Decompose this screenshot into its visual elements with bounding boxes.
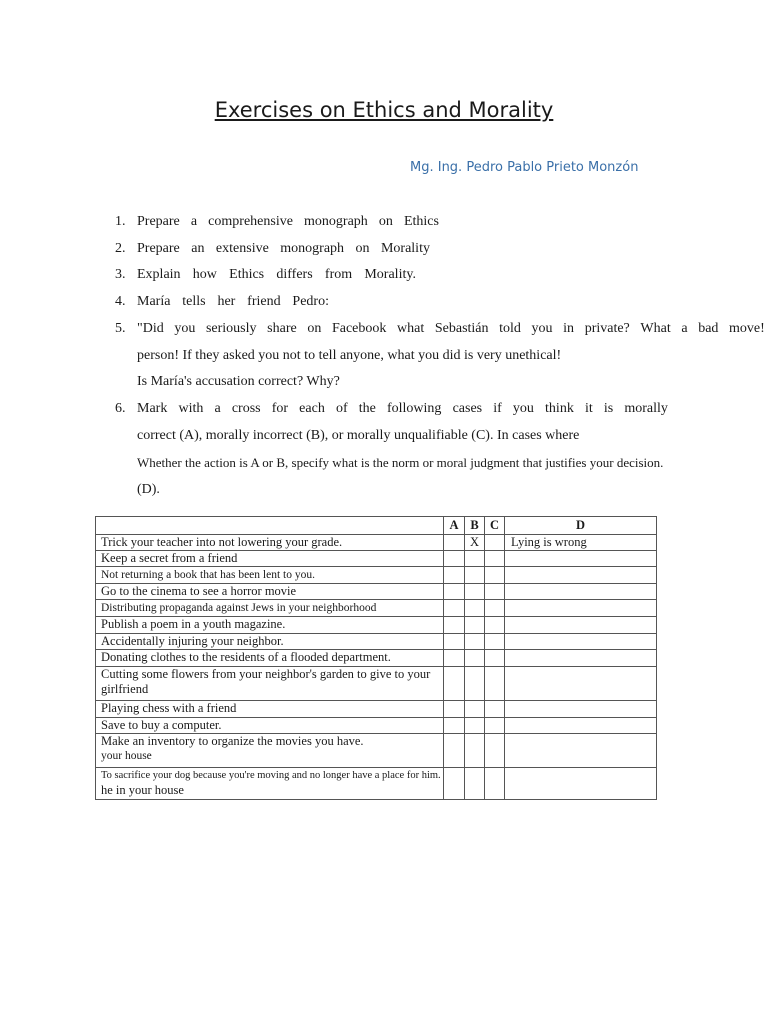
header-case xyxy=(96,517,444,535)
case-cell xyxy=(96,667,444,701)
word: on xyxy=(378,214,393,229)
word: "Did xyxy=(137,321,164,336)
word: in xyxy=(563,321,575,336)
case-text: Donating clothes to the residents of a flooded department. xyxy=(101,650,391,664)
mark-cell-a[interactable] xyxy=(444,718,465,734)
list-item-continuation: Is María's accusation correct? Why? xyxy=(137,374,340,389)
mark-cell-b[interactable] xyxy=(465,617,485,634)
case-text: Publish a poem in a youth magazine. xyxy=(101,617,286,631)
mark-cell-b[interactable] xyxy=(465,701,485,718)
case-text: Distributing propaganda against Jews in your neighborhood xyxy=(101,602,377,614)
list-number: 3. xyxy=(115,267,126,282)
justification-cell[interactable] xyxy=(505,667,657,701)
word: Ethics xyxy=(403,214,439,229)
word: think xyxy=(545,401,574,416)
mark-cell-b[interactable] xyxy=(465,718,485,734)
word: you xyxy=(531,321,553,336)
word: comprehensive xyxy=(208,214,293,229)
mark-cell-b[interactable] xyxy=(465,734,485,768)
word: bad xyxy=(698,321,719,336)
word: for xyxy=(271,401,289,416)
word: if xyxy=(493,401,502,416)
case-text: Accidentally injuring your neighbor. xyxy=(101,634,284,648)
mark-cell-a[interactable] xyxy=(444,768,465,800)
mark-cell-a[interactable] xyxy=(444,617,465,634)
case-cell xyxy=(96,600,444,617)
list-number: 1. xyxy=(115,214,126,229)
word: monograph xyxy=(280,241,345,256)
word: a xyxy=(681,321,688,336)
word: Mark xyxy=(137,401,168,416)
list-item-continuation: person! If they asked you not to tell anyone, what you did is very unethical! xyxy=(137,348,562,363)
mark-cell-b[interactable] xyxy=(465,551,485,567)
word: Morality. xyxy=(364,267,416,282)
word: the xyxy=(358,401,376,416)
table-row xyxy=(96,734,657,768)
mark-cell-a[interactable] xyxy=(444,701,465,718)
word: it xyxy=(584,401,593,416)
justification-cell[interactable] xyxy=(505,617,657,634)
word: told xyxy=(499,321,521,336)
word: morally xyxy=(624,401,668,416)
word: cross xyxy=(231,401,261,416)
list-item-continuation: (D). xyxy=(137,482,160,497)
word: extensive xyxy=(215,241,269,256)
mark-cell-c[interactable] xyxy=(485,600,505,617)
list-number: 4. xyxy=(115,294,126,309)
mark-cell-b[interactable] xyxy=(465,584,485,600)
case-cell xyxy=(96,584,444,600)
case-cell xyxy=(96,535,444,551)
table-row xyxy=(96,667,657,701)
word: friend xyxy=(247,294,281,309)
case-text: To sacrifice your dog because you're moving and no longer have a place for him. xyxy=(101,770,441,781)
word: Morality xyxy=(380,241,430,256)
word: from xyxy=(324,267,353,282)
mark-cell-c[interactable] xyxy=(485,701,505,718)
justification-cell[interactable] xyxy=(505,634,657,650)
header-b: B xyxy=(465,517,485,535)
case-subtext: your house xyxy=(101,750,152,762)
table-row xyxy=(96,718,657,734)
word: you xyxy=(512,401,534,416)
mark-cell-b[interactable] xyxy=(465,768,485,800)
case-text: Save to buy a computer. xyxy=(101,718,222,732)
justification-cell[interactable] xyxy=(505,768,657,800)
word: each xyxy=(299,401,325,416)
word: María xyxy=(137,294,171,309)
mark-cell-c[interactable] xyxy=(485,617,505,634)
case-cell xyxy=(96,701,444,718)
list-item xyxy=(137,213,439,231)
word: Prepare xyxy=(137,214,180,229)
justification-cell[interactable] xyxy=(505,584,657,600)
mark-cell-c[interactable] xyxy=(485,734,505,768)
mark-cell-c[interactable] xyxy=(485,768,505,800)
list-number: 6. xyxy=(115,401,126,416)
mark-cell-a[interactable] xyxy=(444,734,465,768)
word: move! xyxy=(729,321,765,336)
word: on xyxy=(355,241,370,256)
word: Sebastián xyxy=(434,321,489,336)
mark-cell-c[interactable] xyxy=(485,551,505,567)
author-name: Mg. Ing. Pedro Pablo Prieto Monzón xyxy=(410,160,639,175)
word: Facebook xyxy=(331,321,387,336)
word: cases xyxy=(452,401,483,416)
word: Explain xyxy=(137,267,181,282)
case-text: Keep a secret from a friend xyxy=(101,551,238,565)
case-text: Cutting some flowers from your neighbor's garden to give to your girlfriend xyxy=(101,667,431,696)
table-row xyxy=(96,634,657,650)
mark-cell-a[interactable] xyxy=(444,600,465,617)
table-row xyxy=(96,535,657,551)
table-row xyxy=(96,617,657,634)
word: an xyxy=(191,241,205,256)
case-text: Not returning a book that has been lent to you. xyxy=(101,569,315,581)
mark-cell-b[interactable] xyxy=(465,600,485,617)
word: of xyxy=(335,401,348,416)
document-title: Exercises on Ethics and Morality xyxy=(214,98,554,122)
list-number: 5. xyxy=(115,321,126,336)
mark-cell-c[interactable] xyxy=(485,650,505,667)
case-text: Go to the cinema to see a horror movie xyxy=(101,584,297,598)
mark-cell-c[interactable] xyxy=(485,535,505,551)
case-cell xyxy=(96,718,444,734)
list-item xyxy=(137,400,668,418)
mark-cell-a[interactable] xyxy=(444,551,465,567)
case-cell xyxy=(96,734,444,768)
cases-table xyxy=(95,516,657,800)
word: following xyxy=(386,401,442,416)
word: Pedro: xyxy=(292,294,329,309)
word: share xyxy=(267,321,297,336)
mark-cell-b[interactable] xyxy=(465,667,485,701)
list-number: 2. xyxy=(115,241,126,256)
word: Ethics xyxy=(229,267,265,282)
word: Prepare xyxy=(137,241,180,256)
word: you xyxy=(174,321,196,336)
word: with xyxy=(178,401,204,416)
justification-cell[interactable] xyxy=(505,600,657,617)
header-c: C xyxy=(485,517,505,535)
mark-cell-b[interactable]: X xyxy=(465,535,485,551)
mark-cell-a[interactable] xyxy=(444,634,465,650)
table-row xyxy=(96,551,657,567)
list-item-continuation: correct (A), morally incorrect (B), or morally unqualifiable (C). In cases where xyxy=(137,428,580,443)
case-text: Make an inventory to organize the movies you have. xyxy=(101,734,364,748)
word: tells xyxy=(182,294,206,309)
mark-cell-c[interactable] xyxy=(485,584,505,600)
justification-cell[interactable] xyxy=(505,551,657,567)
mark-cell-c[interactable] xyxy=(485,567,505,584)
justification-cell[interactable] xyxy=(505,734,657,768)
mark-cell-b[interactable] xyxy=(465,567,485,584)
word: differs xyxy=(276,267,313,282)
table-row xyxy=(96,600,657,617)
table-row xyxy=(96,650,657,667)
table-row xyxy=(96,567,657,584)
case-subtext: he in your house xyxy=(101,783,184,797)
word: her xyxy=(217,294,236,309)
word: how xyxy=(192,267,217,282)
word: What xyxy=(640,321,671,336)
list-item xyxy=(137,320,765,338)
case-text: Playing chess with a friend xyxy=(101,701,237,715)
mark-cell-b[interactable] xyxy=(465,650,485,667)
table-row xyxy=(96,768,657,800)
case-cell xyxy=(96,567,444,584)
mark-cell-a[interactable] xyxy=(444,567,465,584)
list-item xyxy=(137,293,329,311)
header-d: D xyxy=(505,517,657,535)
justification-cell[interactable] xyxy=(505,701,657,718)
word: is xyxy=(603,401,614,416)
mark-cell-b[interactable] xyxy=(465,634,485,650)
case-cell xyxy=(96,650,444,667)
mark-cell-a[interactable] xyxy=(444,650,465,667)
word: monograph xyxy=(304,214,368,229)
list-item-continuation: Whether the action is A or B, specify what is the norm or moral judgment that justifies your decision. xyxy=(137,455,664,470)
word: what xyxy=(397,321,425,336)
justification-cell[interactable] xyxy=(505,650,657,667)
table-header-row xyxy=(96,517,657,535)
list-item xyxy=(137,266,416,284)
word: a xyxy=(190,214,198,229)
word: a xyxy=(214,401,221,416)
table-row xyxy=(96,701,657,718)
word: seriously xyxy=(205,321,257,336)
mark-cell-c[interactable] xyxy=(485,634,505,650)
mark-cell-a[interactable] xyxy=(444,667,465,701)
justification-cell[interactable] xyxy=(505,718,657,734)
mark-cell-a[interactable] xyxy=(444,535,465,551)
list-item xyxy=(137,240,430,258)
case-cell xyxy=(96,634,444,650)
case-text: Trick your teacher into not lowering your grade. xyxy=(101,535,343,549)
case-cell xyxy=(96,551,444,567)
word: private? xyxy=(584,321,630,336)
justification-cell[interactable] xyxy=(505,567,657,584)
word: on xyxy=(307,321,322,336)
mark-cell-c[interactable] xyxy=(485,718,505,734)
justification-cell[interactable]: Lying is wrong xyxy=(505,535,657,551)
header-a: A xyxy=(444,517,465,535)
mark-cell-c[interactable] xyxy=(485,667,505,701)
case-cell xyxy=(96,617,444,634)
mark-cell-a[interactable] xyxy=(444,584,465,600)
case-cell xyxy=(96,768,444,800)
table-row xyxy=(96,584,657,600)
